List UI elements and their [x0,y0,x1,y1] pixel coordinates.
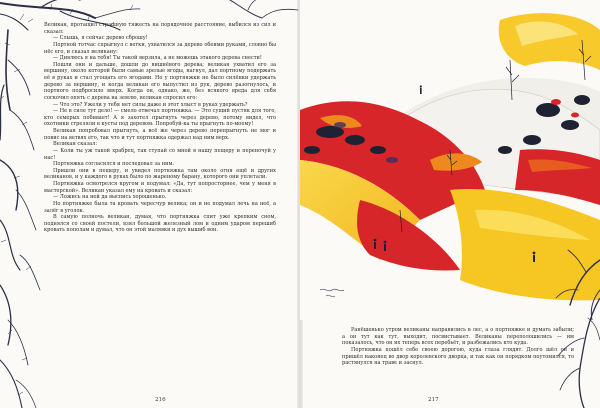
paragraph: Великан сказал: [53,141,98,148]
left-page-text [44,22,276,234]
paragraph: Пришли они в пещеру, и увидел портняжка там около огня ещё и других великанов, и у каждого в руках было по жареному барану, которого они уплетали. [44,167,276,181]
paragraph: Великан попробовал прыгнуть, а всё же через дерево перепрыгнуть не мог и повис на ветвях его, так что и тут портняжка одержал над ним верх. [44,128,276,141]
paragraph: Портной тотчас спрыгнул с ветки, ухватился за дерево обеими руками, словно бы нёс его, и сказал великану: [44,41,276,55]
paragraph: — Ложись на ней да выспись хорошенько. [53,194,167,201]
paragraph: — Слышь, я сейчас дерево сброшу! [53,35,148,42]
paragraph: — Коли ты уж такой храбрец, так ступай со мной в нашу пещеру и переночуй у нас! [44,147,276,161]
paragraph: — Дивлюсь я на тебя! Ты такой верзила, а не можешь этакого дерева снести! [53,55,262,62]
paragraph: — Не в силе тут дело! — смело отвечал портняжка. — Это сущий пустяк для того, кто семерых побивает! А я захотел прыгнуть через дерево, потому видел, что охотники стреляли в кусты под деревом. Попробуй-ка ты прыгнуть по-моему! [44,108,276,128]
paragraph: Портняжка согласился и последовал за ним. [53,161,174,168]
page-number-left: 216 [155,397,166,403]
paragraph: Великан, протащил страшную тяжесть на порядочное расстояние, выбился из сил и сказал: [44,22,276,35]
paragraph: Портняжка пошёл себе своею дорогою, куда глаза глядят. Долго шёл он и пришёл наконец во двор королевского дворца, и так как он порядком поутомился, то растянулся на траве и заснул. [342,346,574,367]
paragraph: Пошли они и дальше, дошли до вишнёвого дерева; великан ухватил его за вершину, около которой были самые зрелые ягоды, нагнул, дал портному подержать её в руках и стал угощать его ягодами. Но у портняжки не было силёнки удержать дерево за вершину, и когда великан его выпустил из рук, дерево разогнулось, и портного подбросило вверх. Когда он, однако, же, без всякого вреда для себя соскочил опять с дерева на землю, великан спросил его: [44,61,276,101]
giants-on-hillside-illustration [300,0,600,320]
paragraph: Но портняжке была та кровать чересчур велика; он и не подумал лечь на неё, а залёг в уголок. [44,200,276,214]
paragraph: В самую полночь великан, думая, что портняжка спит уже крепким сном, поднялся со своей постели, взял большой железный лом и одним ударом перешиб кровать пополам и думал, что он этой малявки и дух вышиб вон. [44,214,276,234]
paragraph: — Что это? Ужели у тебя нет силы даже и этот хлыст в руках удержать? [53,101,248,108]
page-number-right: 217 [428,397,439,403]
paragraph: Ранёшенько утром великаны направились в лес, а о портняжке и думать забыли; а он тут как тут, выходит, посвистывает. Великаны переполошились — им показалось, что он их теперь всех перебьёт, и разбежались кто куда. [342,327,574,347]
paragraph: Портняжка осмотрелся кругом и подумал: «Да, тут попросторнее, чем у меня в мастерской». Великан указал ему на кровать и сказал: [44,181,276,194]
tree-branch-decoration-bottom-right [540,298,600,408]
